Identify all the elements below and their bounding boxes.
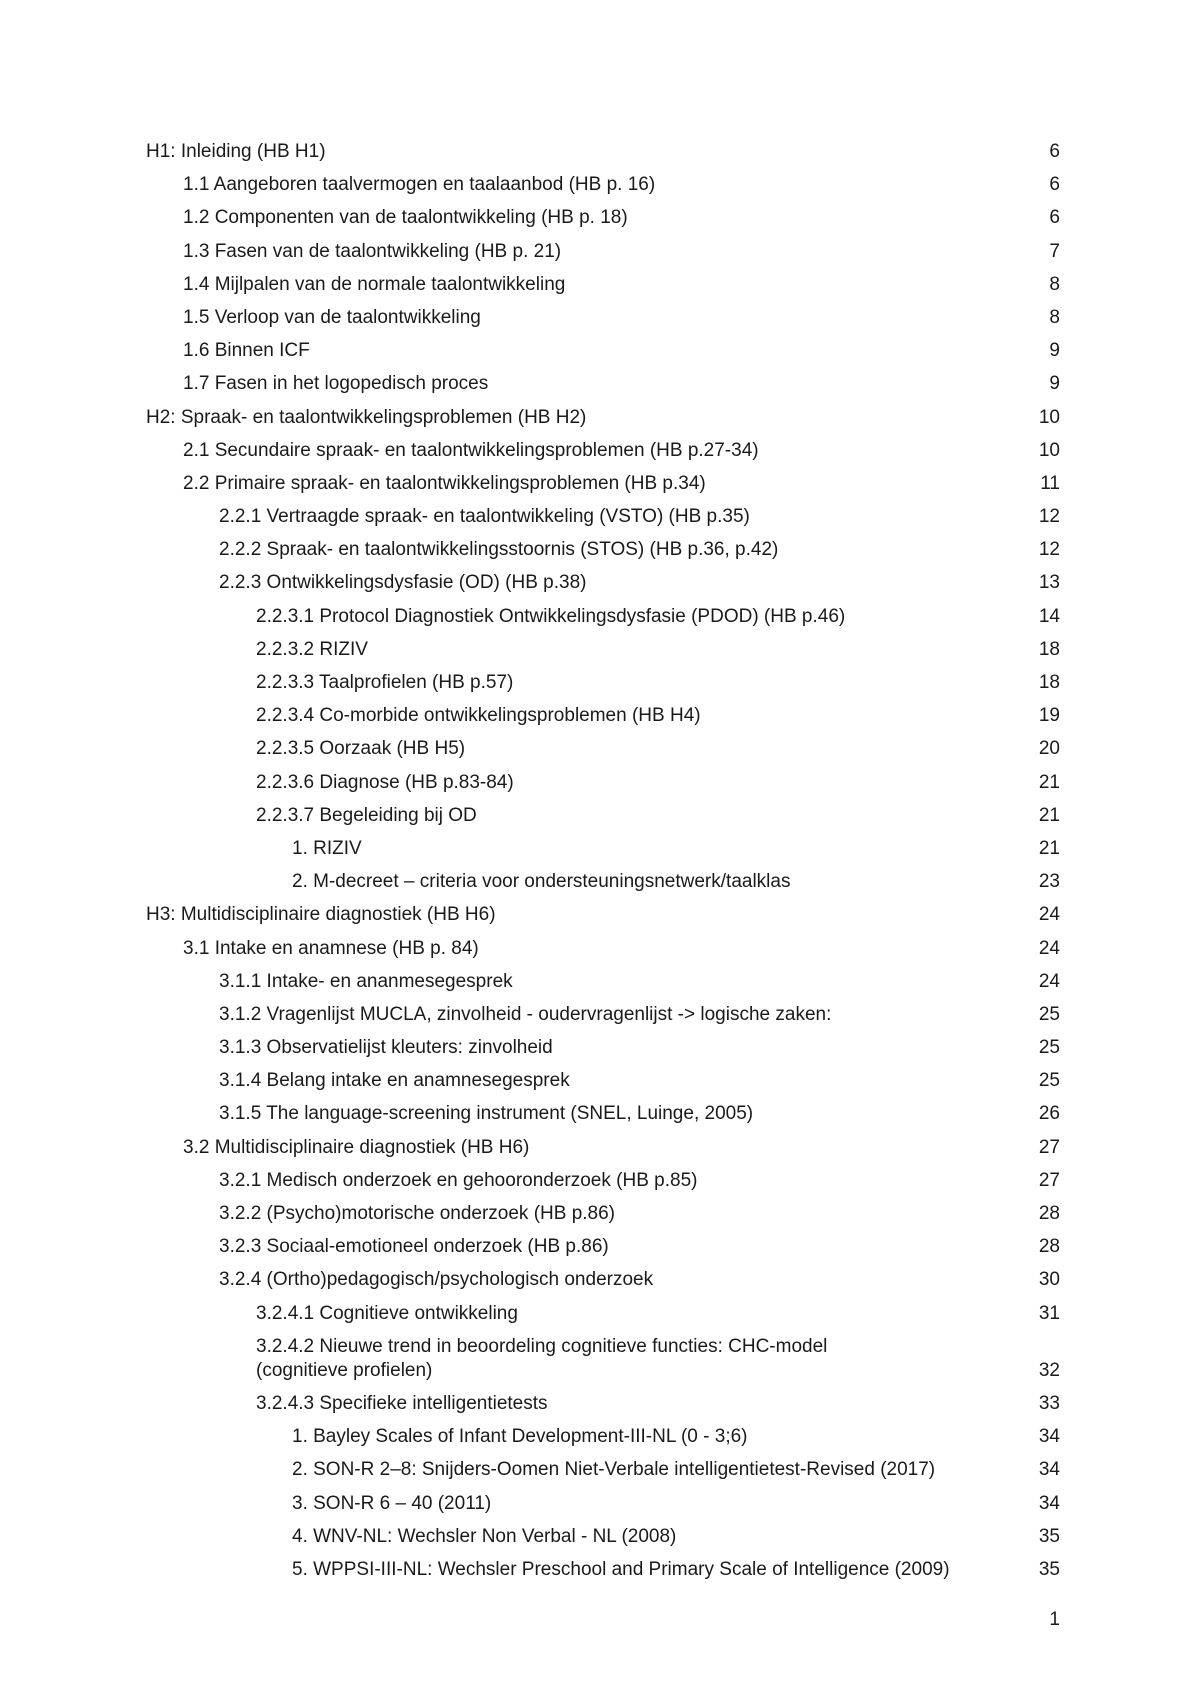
toc-entry-page: 34 — [1038, 1426, 1060, 1448]
toc-entry-page: 8 — [1049, 273, 1060, 295]
toc-entry-page: 24 — [1038, 904, 1060, 926]
toc-entry[interactable] — [146, 538, 1060, 562]
toc-entry-page: 34 — [1038, 1492, 1060, 1514]
toc-entry-page: 6 — [1049, 207, 1060, 229]
toc-entry-title: 1.4 Mijlpalen van de normale taalontwikkeling — [183, 273, 566, 295]
toc-entry-title: 1.7 Fasen in het logopedisch proces — [183, 373, 489, 395]
toc-entry[interactable] — [146, 406, 1060, 430]
toc-entry-page: 8 — [1049, 306, 1060, 328]
toc-entry[interactable] — [146, 1425, 1060, 1449]
toc-entry-title: 2.2.3.6 Diagnose (HB p.83-84) — [256, 771, 514, 793]
toc-entry[interactable] — [146, 1492, 1060, 1516]
toc-entry-page: 18 — [1038, 672, 1060, 693]
toc-entry-page: 23 — [1038, 871, 1060, 893]
toc-entry-title: 3. SON-R 6 – 40 (2011) — [292, 1492, 492, 1514]
toc-entry-title: 3.2 Multidisciplinaire diagnostiek (HB H6) — [183, 1136, 530, 1158]
toc-entry[interactable] — [146, 339, 1060, 363]
toc-entry[interactable] — [146, 671, 1060, 695]
toc-entry-page: 24 — [1038, 937, 1060, 959]
toc-entry-page: 32 — [1038, 1359, 1060, 1381]
toc-entry-page: 25 — [1038, 1037, 1060, 1059]
toc-entry-page: 9 — [1049, 340, 1060, 362]
toc-entry-page: 12 — [1038, 539, 1060, 561]
toc-entry[interactable] — [146, 737, 1060, 761]
toc-entry-title: 2.2.3.5 Oorzaak (HB H5) — [256, 738, 466, 760]
toc-entry[interactable] — [146, 1335, 1060, 1383]
toc-entry[interactable] — [146, 870, 1060, 894]
toc-entry[interactable] — [146, 505, 1060, 529]
toc-entry-title: 3.1.4 Belang intake en anamnesegesprek — [219, 1070, 570, 1092]
toc-entry[interactable] — [146, 1136, 1060, 1160]
toc-entry-page: 10 — [1038, 439, 1060, 461]
toc-entry-title: H2: Spraak- en taalontwikkelingsproblemen (HB H2) — [146, 406, 587, 428]
toc-entry-page: 6 — [1049, 174, 1060, 196]
toc-entry-page: 27 — [1038, 1136, 1060, 1158]
toc-entry-page: 31 — [1038, 1302, 1060, 1324]
toc-entry[interactable] — [146, 1525, 1060, 1549]
toc-entry-page: 30 — [1038, 1269, 1060, 1291]
toc-entry-page: 14 — [1038, 605, 1060, 627]
toc-entry-title: H3: Multidisciplinaire diagnostiek (HB H6) — [146, 904, 496, 926]
toc-entry-page: 19 — [1038, 705, 1060, 727]
toc-entry-title: 3.2.4.2 Nieuwe trend in beoordeling cognitieve functies: CHC-model (cognitieve profielen) — [256, 1335, 828, 1381]
toc-entry-title: 2. SON-R 2–8: Snijders-Oomen Niet-Verbale intelligentietest-Revised (2017) — [292, 1459, 936, 1481]
toc-entry-page: 20 — [1038, 738, 1060, 760]
toc-entry-page: 10 — [1038, 406, 1060, 428]
toc-entry[interactable] — [146, 372, 1060, 396]
toc-entry-page: 26 — [1038, 1103, 1060, 1125]
toc-entry-title: 2.2.3.4 Co-morbide ontwikkelingsproblemen (HB H4) — [256, 705, 701, 727]
toc-entry-page: 24 — [1038, 970, 1060, 992]
toc-entry-title: 1. RIZIV — [292, 837, 362, 859]
toc-entry-title: 1.1 Aangeboren taalvermogen en taalaanbod (HB p. 16) — [183, 174, 656, 196]
toc-entry-title: 2.2.3.7 Begeleiding bij OD — [256, 804, 477, 826]
toc-entry[interactable] — [146, 173, 1060, 197]
toc-entry-page: 28 — [1038, 1203, 1060, 1224]
toc-entry-page: 7 — [1049, 240, 1060, 262]
toc-entry[interactable] — [146, 240, 1060, 264]
toc-entry-title: 2. M-decreet – criteria voor ondersteuningsnetwerk/taalklas — [292, 871, 791, 893]
toc-entry-title: 3.2.3 Sociaal-emotioneel onderzoek (HB p.86) — [219, 1236, 609, 1258]
toc-entry[interactable] — [146, 1458, 1060, 1482]
toc-entry-title: 3.2.4.3 Specifieke intelligentietests — [256, 1392, 548, 1414]
toc-entry[interactable] — [146, 605, 1060, 629]
toc-entry-title: 5. WPPSI-III-NL: Wechsler Preschool and Primary Scale of Intelligence (2009) — [292, 1558, 950, 1580]
toc-entry[interactable] — [146, 1202, 1060, 1226]
toc-entry-title: 3.1 Intake en anamnese (HB p. 84) — [183, 937, 479, 959]
toc-entry[interactable] — [146, 804, 1060, 828]
toc-entry-page: 11 — [1040, 472, 1060, 494]
toc-entry[interactable] — [146, 837, 1060, 861]
toc-entry-page: 27 — [1038, 1169, 1060, 1191]
toc-entry-page: 25 — [1038, 1070, 1060, 1092]
toc-entry-page: 21 — [1038, 837, 1060, 859]
toc-entry[interactable] — [146, 1036, 1060, 1060]
toc-entry[interactable] — [146, 704, 1060, 728]
toc-entry-page: 35 — [1038, 1525, 1060, 1547]
toc-entry-page: 9 — [1049, 373, 1060, 395]
toc-entry-title: 3.2.4.1 Cognitieve ontwikkeling — [256, 1302, 518, 1324]
toc-entry-page: 21 — [1038, 771, 1060, 793]
toc-entry-title: 1. Bayley Scales of Infant Development-III-NL (0 - 3;6) — [292, 1426, 748, 1448]
toc-entry[interactable] — [146, 1069, 1060, 1093]
toc-entry[interactable] — [146, 1003, 1060, 1027]
toc-entry-page: 35 — [1038, 1558, 1060, 1580]
toc-entry-page: 18 — [1038, 638, 1060, 660]
toc-entry-page: 34 — [1038, 1459, 1060, 1481]
toc-entry-title: 1.6 Binnen ICF — [183, 340, 310, 362]
toc-entry-title: 2.2.3.3 Taalprofielen (HB p.57) — [256, 672, 514, 693]
toc-entry-title: 2.2.3.2 RIZIV — [256, 638, 368, 660]
toc-entry-title: 3.2.4 (Ortho)pedagogisch/psychologisch onderzoek — [219, 1269, 654, 1291]
toc-entry-page: 25 — [1038, 1003, 1060, 1025]
toc-entry-title: 2.2.1 Vertraagde spraak- en taalontwikkeling (VSTO) (HB p.35) — [219, 506, 750, 528]
toc-entry-title: H1: Inleiding (HB H1) — [146, 141, 326, 162]
toc-entry-page: 21 — [1038, 804, 1060, 826]
toc-entry[interactable] — [146, 903, 1060, 927]
toc-entry-title: 3.1.5 The language-screening instrument (SNEL, Luinge, 2005) — [219, 1103, 754, 1125]
table-of-contents — [146, 140, 1060, 1591]
toc-entry[interactable] — [146, 1392, 1060, 1416]
toc-entry-page: 6 — [1049, 141, 1060, 162]
toc-entry-title: 1.3 Fasen van de taalontwikkeling (HB p. 21) — [183, 240, 562, 262]
toc-entry[interactable] — [146, 1235, 1060, 1259]
toc-entry[interactable] — [146, 1102, 1060, 1126]
toc-entry[interactable] — [146, 140, 1060, 164]
toc-entry-title: 1.2 Componenten van de taalontwikkeling (HB p. 18) — [183, 207, 628, 229]
toc-entry[interactable] — [146, 1302, 1060, 1326]
toc-entry-title: 3.2.2 (Psycho)motorische onderzoek (HB p.86) — [219, 1203, 616, 1224]
toc-entry-page: 28 — [1038, 1236, 1060, 1258]
toc-entry[interactable] — [146, 771, 1060, 795]
toc-entry[interactable] — [146, 571, 1060, 595]
toc-entry[interactable] — [146, 273, 1060, 297]
toc-entry-page: 12 — [1038, 506, 1060, 528]
toc-entry[interactable] — [146, 970, 1060, 994]
toc-entry[interactable] — [146, 306, 1060, 330]
toc-entry[interactable] — [146, 1268, 1060, 1292]
toc-entry-title: 3.1.2 Vragenlijst MUCLA, zinvolheid - oudervragenlijst -> logische zaken: — [219, 1003, 832, 1025]
toc-entry[interactable] — [146, 1558, 1060, 1582]
toc-entry-title: 2.2.3.1 Protocol Diagnostiek Ontwikkelingsdysfasie (PDOD) (HB p.46) — [256, 605, 846, 627]
toc-entry-page: 13 — [1038, 572, 1060, 594]
toc-entry-title: 2.2.3 Ontwikkelingsdysfasie (OD) (HB p.38) — [219, 572, 587, 594]
toc-entry[interactable] — [146, 206, 1060, 230]
toc-entry-title: 4. WNV-NL: Wechsler Non Verbal - NL (2008) — [292, 1525, 677, 1547]
toc-entry-title: 2.1 Secundaire spraak- en taalontwikkelingsproblemen (HB p.27-34) — [183, 439, 759, 461]
toc-entry-title: 3.2.1 Medisch onderzoek en gehooronderzoek (HB p.85) — [219, 1169, 698, 1191]
page-number: 1 — [1049, 1609, 1060, 1630]
toc-entry-title: 3.1.3 Observatielijst kleuters: zinvolheid — [219, 1037, 553, 1059]
toc-entry-title: 2.2 Primaire spraak- en taalontwikkelingsproblemen (HB p.34) — [183, 472, 706, 494]
toc-entry[interactable] — [146, 1169, 1060, 1193]
toc-entry[interactable] — [146, 472, 1060, 496]
toc-entry-title: 2.2.2 Spraak- en taalontwikkelingsstoornis (STOS) (HB p.36, p.42) — [219, 539, 779, 561]
toc-entry[interactable] — [146, 638, 1060, 662]
toc-entry-title: 3.1.1 Intake- en ananmesegesprek — [219, 970, 513, 992]
toc-entry[interactable] — [146, 937, 1060, 961]
toc-entry[interactable] — [146, 439, 1060, 463]
toc-entry-page: 33 — [1038, 1392, 1060, 1414]
toc-entry-title: 1.5 Verloop van de taalontwikkeling — [183, 306, 481, 328]
